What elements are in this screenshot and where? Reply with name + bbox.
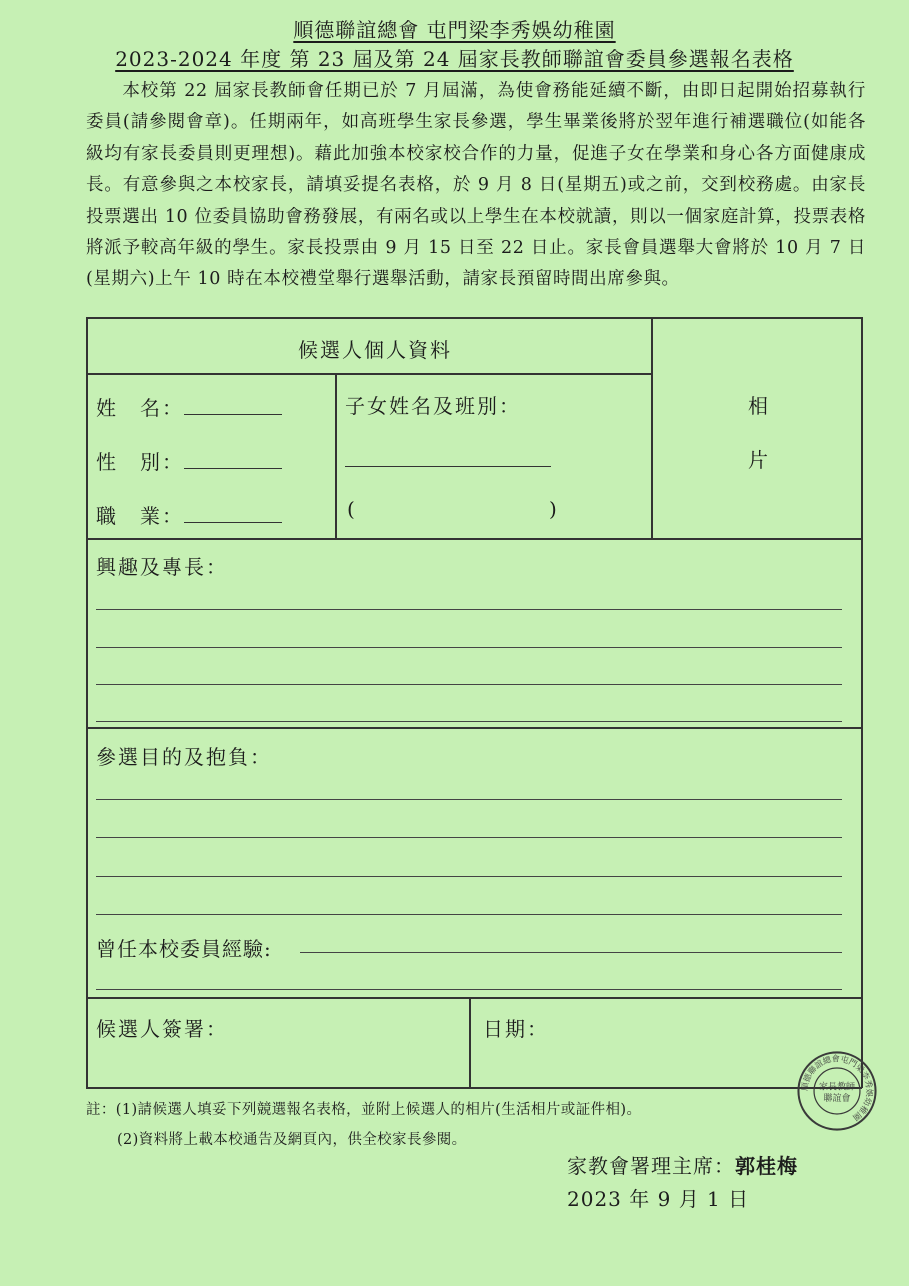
chairperson-name: 郭桂梅 (735, 1154, 798, 1178)
child-class-paren-open: ( (347, 497, 357, 521)
chairperson-title: 家教會署理主席： (567, 1154, 735, 1178)
experience-line[interactable] (300, 952, 842, 953)
seal-inner-line-1: 家長教師 (818, 1082, 856, 1093)
chairperson-signoff (567, 1150, 798, 1179)
interests-line[interactable] (96, 647, 842, 648)
note-2: (2)資料將上載本校通告及網頁內，供全校家長參閱。 (117, 1132, 467, 1148)
child-class-paren-close: ) (549, 497, 559, 521)
seal-outer-text: 順德聯誼總會屯門梁李秀娛幼稚園 (799, 1053, 875, 1123)
interests-line[interactable] (96, 721, 842, 722)
intro-text: 本校第 22 屆家長教師會任期已於 7 月屆滿，為使會務能延續不斷，由即日起開始招募執行委員(請參閱會章)。任期兩年，如高班學生家長參選，學生畢業後將於翌年進行補選職位(如能各級均有家長委員則更理想)。藉此加強本校家校合作的力量，促進子女在學業和身心各方面健康成長。有意參與之本校家長，請填妥提名表格，於 9 月 8 日(星期五)或之前，交到校務處。由家長投票選出 10 位委員協助會務發展，有兩名或以上學生在本校就讀，則以一個家庭計算，投票表格將派予較高年級的學生。家長投票由 9 月 15 日至 22 日止。家長會員選舉大會將於 10 月 7 日(星期六)上午 10 時在本校禮堂舉行選舉活動，請家長預留時間出席參與。 (86, 81, 866, 290)
aims-label: 參選目的及抱負： (96, 745, 272, 769)
aims-line[interactable] (96, 914, 842, 915)
name-field[interactable] (96, 392, 282, 421)
interests-line[interactable] (96, 609, 842, 610)
name-label: 姓 名： (96, 396, 184, 420)
personal-info-heading: 候選人個人資料 (298, 338, 452, 362)
note-1: 註：(1)請候選人填妥下列競選報名表格，並附上候選人的相片(生活相片或証件相)。 (86, 1102, 642, 1118)
signoff-date: 2023 年 9 月 1 日 (567, 1187, 750, 1211)
aims-line[interactable] (96, 837, 842, 838)
photo-label-2: 片 (748, 448, 770, 472)
signature-label: 候選人簽署： (96, 1017, 228, 1041)
child-name-class-label: 子女姓名及班別： (345, 394, 521, 418)
date-label: 日期： (483, 1017, 549, 1041)
experience-line[interactable] (96, 989, 842, 990)
interests-label: 興趣及專長： (96, 555, 228, 579)
name-blank[interactable] (184, 414, 282, 415)
aims-line[interactable] (96, 799, 842, 800)
aims-line[interactable] (96, 876, 842, 877)
occupation-field[interactable] (96, 500, 282, 529)
gender-field[interactable] (96, 446, 282, 475)
form-title: 2023-2024 年度 第 23 屆及第 24 屆家長教師聯誼會委員參選報名表格 (115, 47, 794, 71)
occupation-blank[interactable] (184, 522, 282, 523)
association-seal-icon (796, 1050, 878, 1132)
interests-line[interactable] (96, 684, 842, 685)
school-name-heading: 順德聯誼總會 屯門梁李秀娛幼稚園 (293, 18, 616, 42)
experience-label: 曾任本校委員經驗: (96, 937, 272, 961)
seal-inner-line-2: 聯誼會 (823, 1093, 851, 1104)
gender-label: 性 別： (96, 450, 184, 474)
occupation-label: 職 業： (96, 504, 184, 528)
child-name-blank[interactable] (345, 466, 551, 467)
photo-label-1: 相 (748, 394, 770, 418)
gender-blank[interactable] (184, 468, 282, 469)
intro-paragraph (86, 76, 866, 296)
